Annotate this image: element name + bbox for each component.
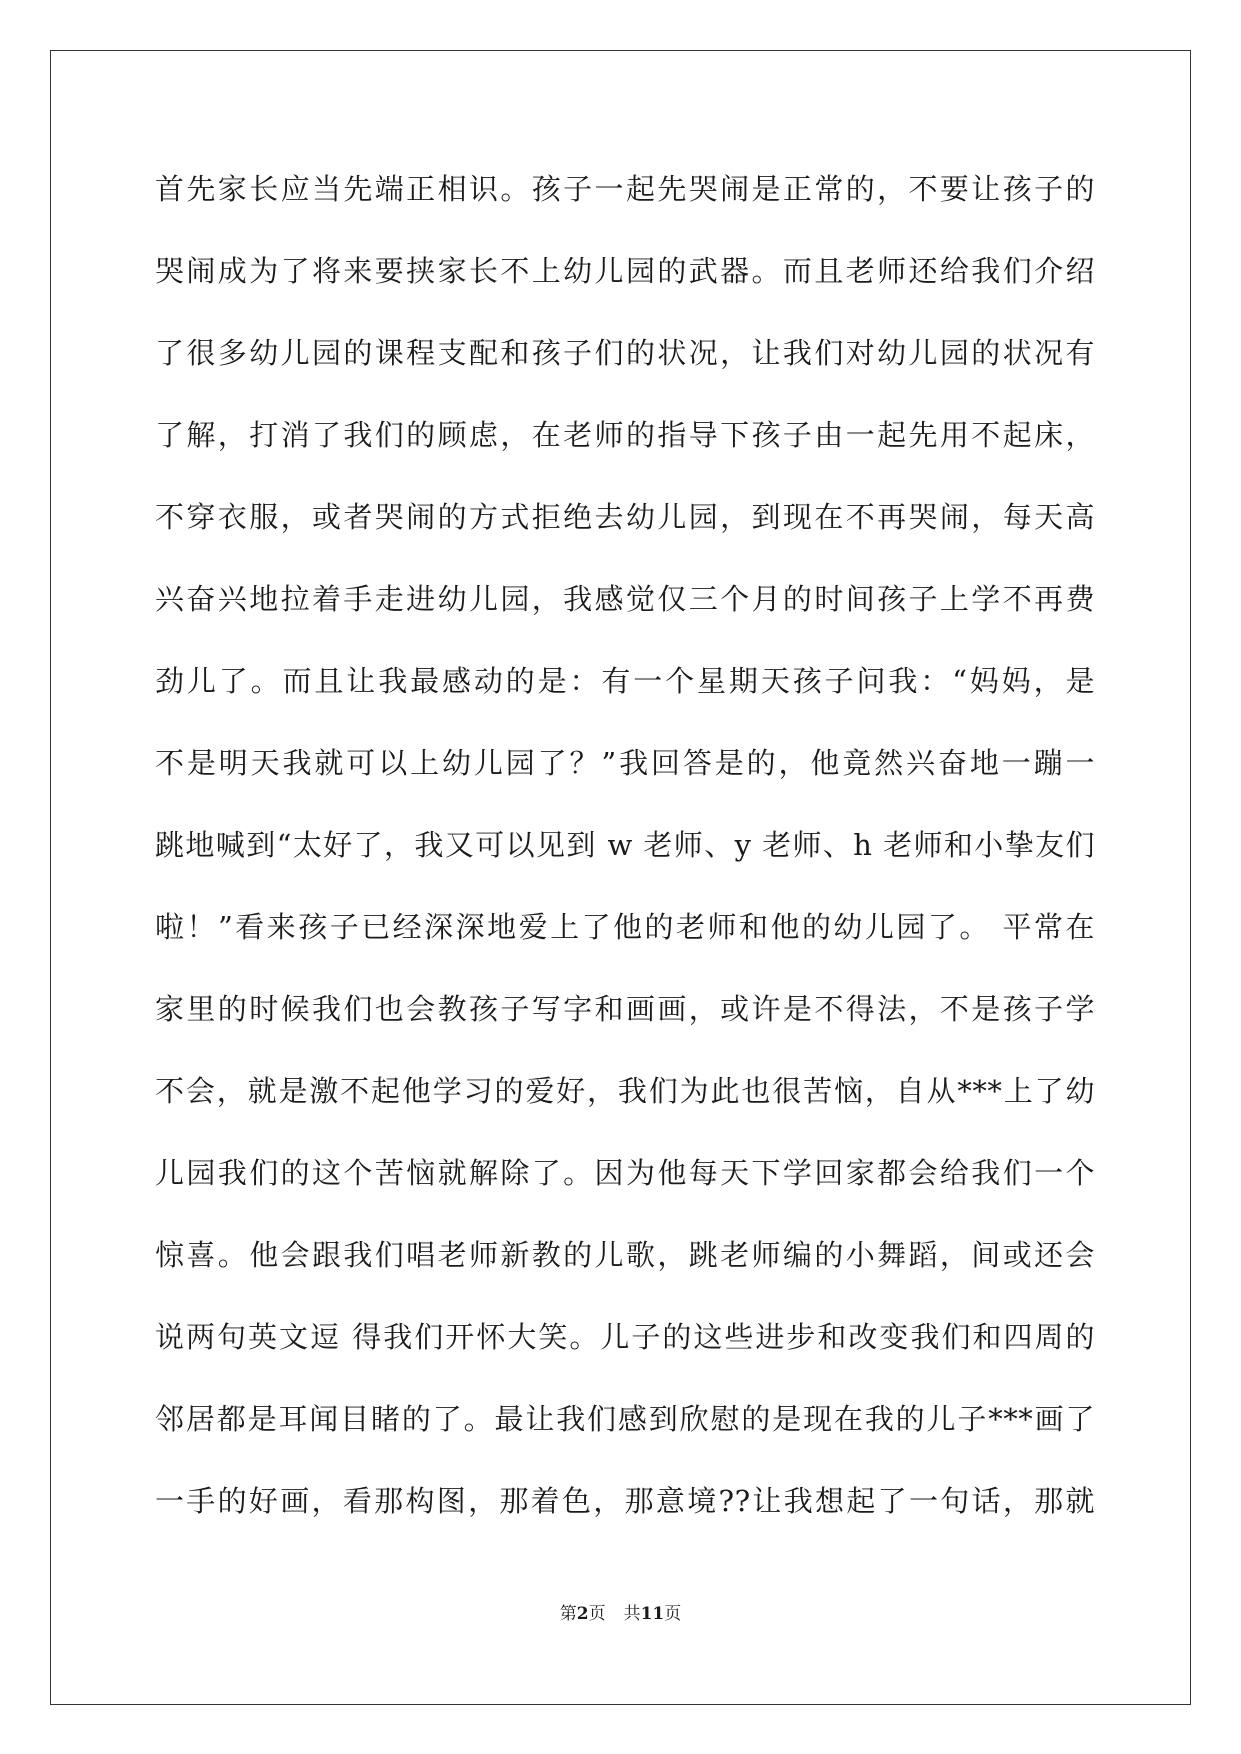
text-line-16: 邻居都是耳闻目睹的了。最让我们感到欣慰的是现在我的儿子***画了 xyxy=(155,1402,1095,1436)
total-suffix: 页 xyxy=(664,1604,682,1624)
page-number: 2 xyxy=(576,1604,589,1624)
text-line-9: 跳地喊到“太好了，我又可以见到 w 老师、y 老师、h 老师和小挚友们 xyxy=(155,828,1095,862)
page-prefix: 第 xyxy=(559,1604,577,1624)
text-line-4: 了解，打消了我们的顾虑，在老师的指导下孩子由一起先用不起床， xyxy=(155,418,1095,452)
text-line-17: 一手的好画，看那构图，那着色，那意境??让我想起了一句话，那就 xyxy=(155,1484,1095,1518)
page-footer xyxy=(0,1602,1241,1626)
total-prefix: 共 xyxy=(623,1604,641,1624)
text-line-1: 首先家长应当先端正相识。孩子一起先哭闹是正常的，不要让孩子的 xyxy=(155,172,1095,206)
text-line-8: 不是明天我就可以上幼儿园了？”我回答是的，他竟然兴奋地一蹦一 xyxy=(155,746,1095,780)
text-line-14: 惊喜。他会跟我们唱老师新教的儿歌，跳老师编的小舞蹈，间或还会 xyxy=(155,1238,1095,1272)
page-suffix: 页 xyxy=(588,1604,606,1624)
text-line-2: 哭闹成为了将来要挟家长不上幼儿园的武器。而且老师还给我们介绍 xyxy=(155,254,1095,288)
text-line-10: 啦！”看来孩子已经深深地爱上了他的老师和他的幼儿园了。 平常在 xyxy=(155,910,1095,944)
total-pages: 11 xyxy=(640,1604,665,1624)
text-line-6: 兴奋兴地拉着手走进幼儿园，我感觉仅三个月的时间孩子上学不再费 xyxy=(155,582,1095,616)
document-body xyxy=(155,148,1095,1542)
text-line-15: 说两句英文逗 得我们开怀大笑。儿子的这些进步和改变我们和四周的 xyxy=(155,1320,1095,1354)
text-line-7: 劲儿了。而且让我最感动的是：有一个星期天孩子问我：“妈妈，是 xyxy=(155,664,1095,698)
text-line-13: 儿园我们的这个苦恼就解除了。因为他每天下学回家都会给我们一个 xyxy=(155,1156,1095,1190)
text-line-3: 了很多幼儿园的课程支配和孩子们的状况，让我们对幼儿园的状况有 xyxy=(155,336,1095,370)
text-line-12: 不会，就是激不起他学习的爱好，我们为此也很苦恼，自从***上了幼 xyxy=(155,1074,1095,1108)
text-line-5: 不穿衣服，或者哭闹的方式拒绝去幼儿园，到现在不再哭闹，每天高 xyxy=(155,500,1095,534)
text-line-11: 家里的时候我们也会教孩子写字和画画，或许是不得法，不是孩子学 xyxy=(155,992,1095,1026)
